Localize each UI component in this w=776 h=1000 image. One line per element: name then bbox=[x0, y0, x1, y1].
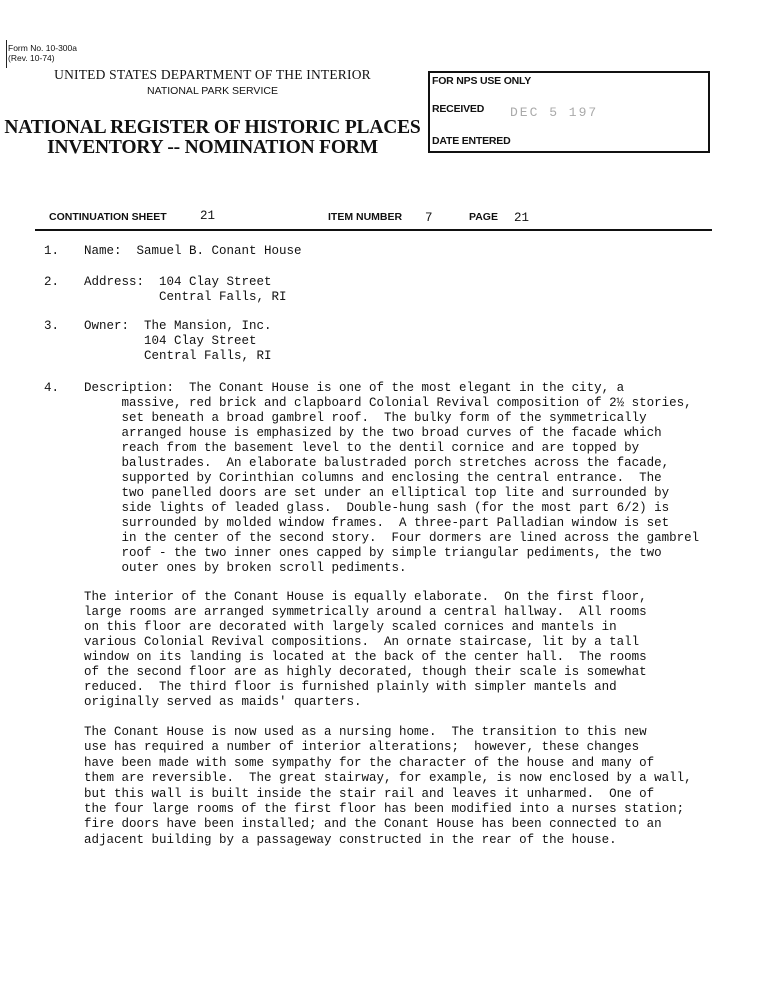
description-line: have been made with some sympathy for the character of the house and many of bbox=[84, 755, 655, 770]
description-line: reduced. The third floor is furnished plainly with simpler mantels and bbox=[84, 680, 617, 694]
description-line: on this floor are decorated with largely scaled cornices and mantels in bbox=[84, 620, 617, 634]
header-rule bbox=[35, 229, 712, 231]
item-line: 104 Clay Street bbox=[84, 334, 257, 348]
service-name: NATIONAL PARK SERVICE bbox=[147, 85, 278, 97]
description-line: outer ones by broken scroll pediments. bbox=[84, 561, 407, 575]
form-number: Form No. 10-300a bbox=[8, 43, 77, 53]
page-value: 21 bbox=[514, 211, 530, 225]
margin-mark bbox=[6, 40, 7, 68]
form-title-line1: NATIONAL REGISTER OF HISTORIC PLACES bbox=[4, 117, 421, 138]
item-line: Owner: The Mansion, Inc. bbox=[84, 319, 272, 333]
description-line: Description: The Conant House is one of the most elegant in the city, a bbox=[84, 381, 625, 395]
item-line: Central Falls, RI bbox=[84, 290, 287, 304]
description-line: side lights of leaded glass. Double-hung sash (for the most part 6/2) is bbox=[84, 501, 670, 515]
description-line: the four large rooms of the first floor has been modified into a nurses station; bbox=[84, 802, 685, 816]
description-line: originally served as maids' quarters. bbox=[84, 695, 362, 709]
description-line: large rooms are arranged symmetrically around a central hallway. All rooms bbox=[84, 605, 647, 619]
description-line: in the center of the second story. Four dormers are lined across the gambrel bbox=[84, 531, 700, 545]
description-line: supported by Corinthian columns and enclosing the central entrance. The bbox=[84, 471, 662, 485]
description-line: massive, red brick and clapboard Colonial Revival composition of 2½ stories, bbox=[84, 396, 692, 410]
description-line: balustrades. An elaborate balustraded porch stretches across the facade, bbox=[84, 456, 670, 470]
description-line: fire doors have been installed; and the Conant House has been connected to an bbox=[84, 817, 662, 832]
description-line: roof - the two inner ones capped by simple triangular pediments, the two bbox=[84, 546, 662, 560]
item-line: Central Falls, RI bbox=[84, 349, 272, 363]
date-entered-label: DATE ENTERED bbox=[432, 135, 511, 147]
description-line: surrounded by molded window frames. A three-part Palladian window is set bbox=[84, 516, 670, 530]
item-number: 4. bbox=[44, 381, 60, 395]
item-line: Name: Samuel B. Conant House bbox=[84, 244, 302, 258]
description-line: set beneath a broad gambrel roof. The bulky form of the symmetrically bbox=[84, 411, 647, 425]
description-line: adjacent building by a passageway constructed in the rear of the house. bbox=[84, 832, 617, 847]
item-number-value: 7 bbox=[425, 211, 433, 225]
description-line: reach from the basement level to the dentil cornice and are topped by bbox=[84, 441, 640, 455]
description-line: of the second floor are as highly decorated, though their scale is somewhat bbox=[84, 665, 647, 679]
description-line: arranged house is emphasized by the two broad curves of the facade which bbox=[84, 426, 662, 440]
form-title-line2: INVENTORY -- NOMINATION FORM bbox=[47, 137, 378, 158]
description-line: two panelled doors are set under an elliptical top lite and surrounded by bbox=[84, 486, 670, 500]
description-line: various Colonial Revival compositions. An ornate staircase, lit by a tall bbox=[84, 635, 640, 649]
item-number: 1. bbox=[44, 244, 60, 258]
description-line: use has required a number of interior alterations; however, these changes bbox=[84, 740, 640, 755]
description-line: The Conant House is now used as a nursing home. The transition to this new bbox=[84, 725, 647, 739]
department-name: UNITED STATES DEPARTMENT OF THE INTERIOR bbox=[54, 67, 371, 82]
description-line: them are reversible. The great stairway, for example, is now enclosed by a wall, bbox=[84, 771, 692, 786]
item-number-label: ITEM NUMBER bbox=[328, 211, 403, 223]
nps-use-box bbox=[428, 71, 710, 153]
item-line: Address: 104 Clay Street bbox=[84, 275, 272, 289]
continuation-sheet-value: 21 bbox=[200, 209, 216, 223]
description-line: window on its landing is located at the back of the center hall. The rooms bbox=[84, 650, 647, 664]
received-label: RECEIVED bbox=[432, 103, 485, 115]
description-line: The interior of the Conant House is equally elaborate. On the first floor, bbox=[84, 590, 647, 604]
received-stamp: DEC 5 197 bbox=[510, 105, 599, 120]
form-revision: (Rev. 10-74) bbox=[8, 53, 55, 63]
continuation-sheet-label: CONTINUATION SHEET bbox=[49, 211, 167, 223]
item-number: 2. bbox=[44, 275, 60, 289]
description-line: but this wall is built inside the stair rail and leaves it unharmed. One of bbox=[84, 786, 655, 801]
item-number: 3. bbox=[44, 319, 60, 333]
nps-use-heading: FOR NPS USE ONLY bbox=[432, 75, 532, 87]
page-label: PAGE bbox=[469, 211, 498, 223]
